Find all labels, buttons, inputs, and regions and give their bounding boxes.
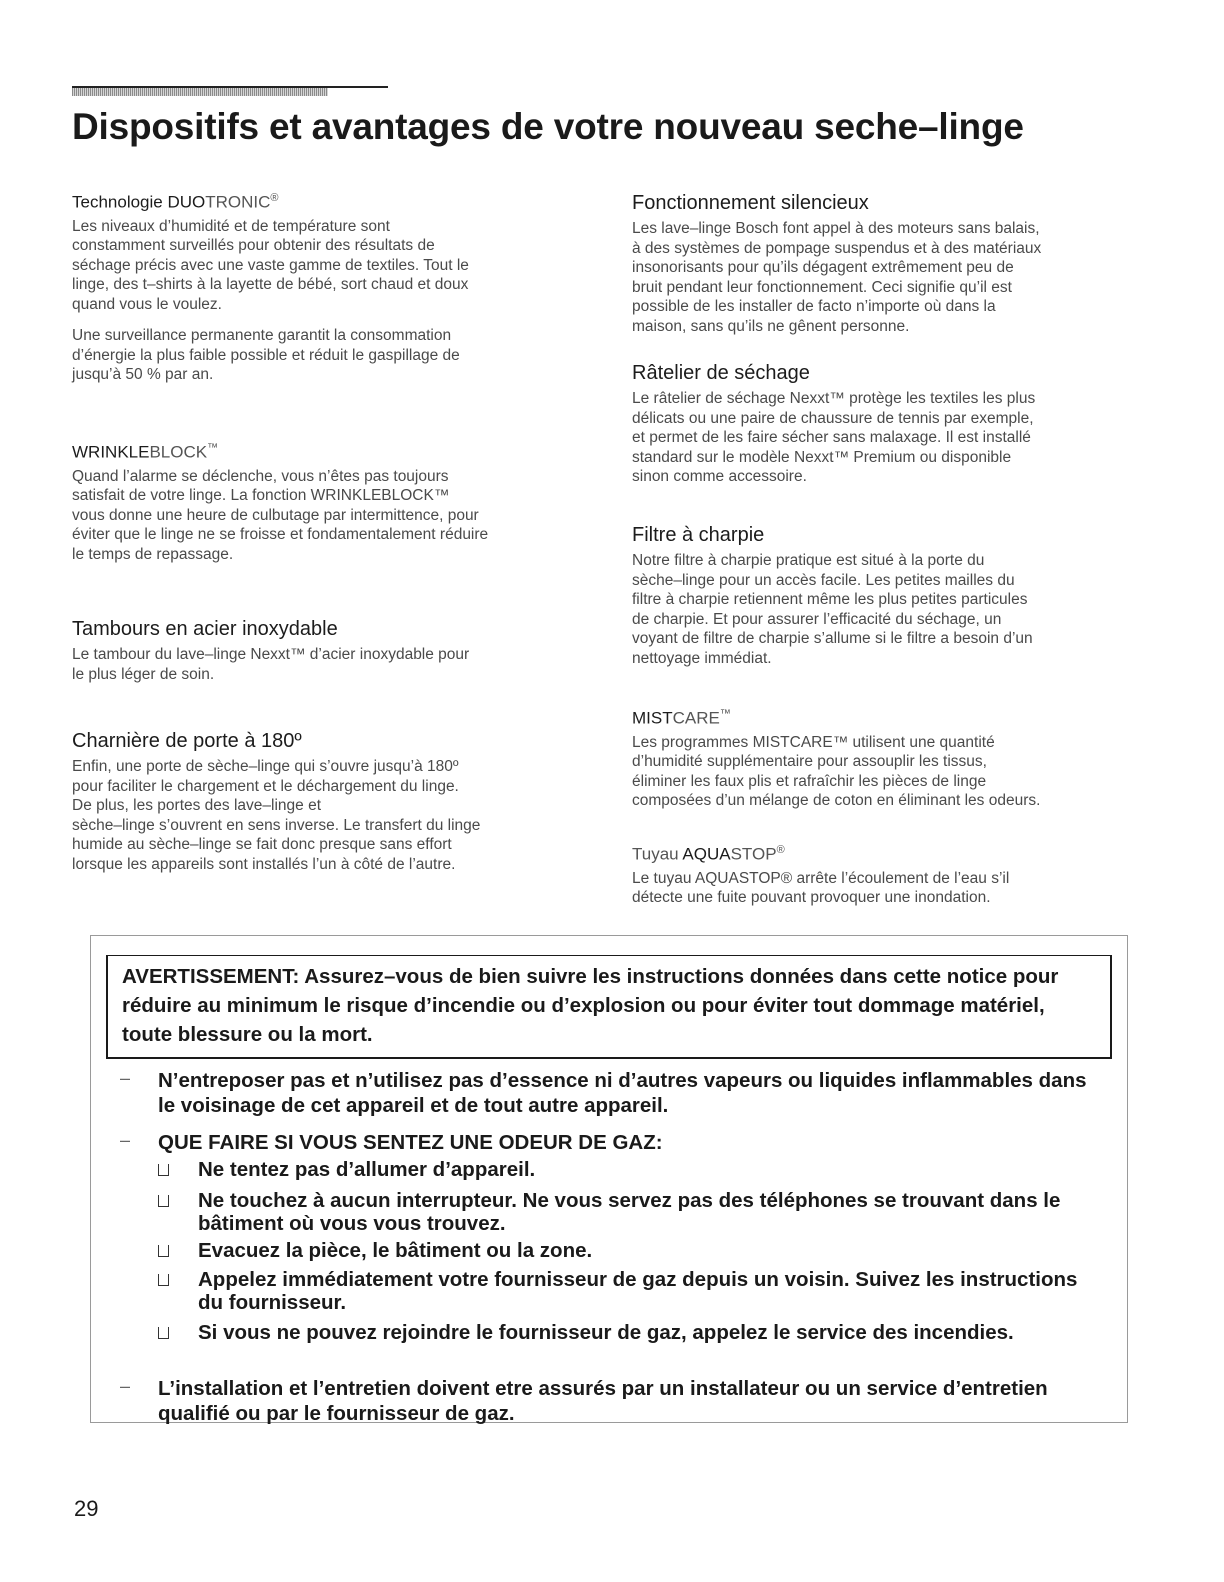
title-thin: STOP: [730, 844, 777, 864]
section-aquastop: [632, 844, 1152, 908]
section-title: [632, 844, 1152, 865]
checkbox-bullet-icon: [158, 1274, 169, 1286]
warning-item-text: N’entreposer pas et n’utilisez pas d’essence ni d’autres vapeurs ou liquides inflammables dans le voisinage de cet appareil et de tout autre appareil.: [158, 1069, 1087, 1117]
title-pre: Tuyau: [632, 844, 683, 864]
dash-bullet: –: [120, 1068, 131, 1088]
trademark: ™: [207, 442, 219, 454]
section-duotronic: [72, 192, 572, 385]
top-rule: [72, 86, 388, 96]
section-paragraph: Les niveaux d’humidité et de température sont constamment surveillés pour obtenir des résultats de séchage précis avec une vaste gamme de textiles. Tout le linge, des t–shirts à la layette de bébé, sort chaud et doux quand vous le voulez.: [72, 217, 469, 313]
title-bold: MIST: [632, 708, 673, 728]
section-door-hinge: [72, 730, 572, 874]
section-title: [632, 708, 1152, 729]
dash-bullet: –: [120, 1376, 131, 1396]
checkbox-bullet-icon: [158, 1164, 169, 1176]
section-wrinkleblock: [72, 442, 572, 564]
title-bold: WRINKLE: [72, 442, 150, 462]
section-title: Râtelier de séchage: [632, 362, 810, 384]
warning-text: AVERTISSEMENT: Assurez–vous de bien suivre les instructions données dans cette notice pour réduire au minimum le risque d’incendie ou d’explosion ou pour éviter tout dommage matériel, toute blessure ou la mort.: [122, 965, 1059, 1046]
registered-mark: ®: [776, 844, 785, 856]
section-stainless-drum: [72, 618, 572, 684]
title-thin: TRONIC: [205, 192, 271, 212]
section-silent-operation: [632, 192, 1152, 336]
dash-bullet: –: [120, 1130, 131, 1150]
section-title: Charnière de porte à 180º: [72, 730, 302, 752]
warning-item-text: QUE FAIRE SI VOUS SENTEZ UNE ODEUR DE GAZ:: [158, 1131, 663, 1154]
checkbox-bullet-icon: [158, 1245, 169, 1257]
warning-item-text: L’installation et l’entretien doivent etre assurés par un installateur ou un service d’entretien qualifié ou par le fournisseur de gaz.: [158, 1377, 1048, 1425]
section-title: Tambours en acier inoxydable: [72, 618, 338, 640]
warning-subitem-text: Ne touchez à aucun interrupteur. Ne vous servez pas des téléphones se trouvant dans le bâtiment où vous vous trouvez.: [198, 1189, 1061, 1235]
checkbox-bullet-icon: [158, 1195, 169, 1207]
section-lint-filter: [632, 524, 1152, 668]
title-bold: Technologie DUO: [72, 192, 206, 212]
page-title: Dispositifs et avantages de votre nouveau seche–linge: [72, 106, 1024, 147]
page-number: 29: [74, 1496, 99, 1521]
warning-subitem-text: Evacuez la pièce, le bâtiment ou la zone.: [198, 1239, 593, 1262]
warning-box: [106, 955, 1112, 1059]
warning-subitem-text: Appelez immédiatement votre fournisseur de gaz depuis un voisin. Suivez les instructions du fournisseur.: [198, 1268, 1078, 1314]
section-title: Fonctionnement silencieux: [632, 192, 869, 214]
section-paragraph: Une surveillance permanente garantit la consommation d’énergie la plus faible possible et réduit le gaspillage de jusqu’à 50 % par an.: [72, 327, 460, 384]
section-drying-rack: [632, 362, 1152, 487]
title-thin: BLOCK: [149, 442, 208, 462]
section-paragraph: Le râtelier de séchage Nexxt™ protège les textiles les plus délicats ou une paire de chaussure de tennis par exemple, et permet de les faire sécher sans malaxage. Il est installé standard sur le modèle Nexxt™ Premium ou disponible sinon comme accessoire.: [632, 390, 1036, 485]
checkbox-bullet-icon: [158, 1327, 169, 1339]
section-paragraph: Les programmes MISTCARE™ utilisent une quantité d’humidité supplémentaire pour assouplir les tissus, éliminer les faux plis et rafraîchir les pièces de linge composées d’un mélange de coton en éliminant les odeurs.: [632, 733, 1041, 810]
top-rule-line: [72, 86, 388, 88]
section-mistcare: [632, 708, 1152, 811]
title-thin: CARE: [672, 708, 720, 728]
section-paragraph: Enfin, une porte de sèche–linge qui s’ouvre jusqu’à 180º pour faciliter le chargement et le déchargement du linge. De plus, les portes des lave–linge et sèche–linge s’ouvrent en sens inverse. Le transfert du linge humide au sèche–linge se fait donc presque sans effort lorsque les appareils sont installés l’un à côté de l’autre.: [72, 758, 481, 873]
registered-mark: ®: [270, 192, 279, 204]
title-bold: AQUA: [682, 844, 731, 864]
warning-subitem-text: Si vous ne pouvez rejoindre le fournisseur de gaz, appelez le service des incendies.: [198, 1321, 1014, 1344]
warning-subitem-text: Ne tentez pas d’allumer d’appareil.: [198, 1158, 536, 1181]
section-title: [72, 442, 572, 463]
section-title: [72, 192, 572, 213]
section-paragraph: Le tuyau AQUASTOP® arrête l’écoulement de l’eau s’il détecte une fuite pouvant provoquer une inondation.: [632, 869, 1010, 907]
section-title: Filtre à charpie: [632, 524, 765, 546]
section-paragraph: Les lave–linge Bosch font appel à des moteurs sans balais, à des systèmes de pompage suspendus et à des matériaux insonorisants pour qu’ils dégagent extrêmement peu de bruit pendant leur fonctionnement. Ceci signifie qu’il est possible de les installer de facto n’importe où dans la maison, sans qu’ils ne gênent personne.: [632, 220, 1042, 335]
section-paragraph: Le tambour du lave–linge Nexxt™ d’acier inoxydable pour le plus léger de soin.: [72, 646, 470, 683]
section-paragraph: Quand l’alarme se déclenche, vous n’êtes pas toujours satisfait de votre linge. La fonction WRINKLEBLOCK™ vous donne une heure de culbutage par intermittence, pour éviter que le linge ne se froisse et fondamentalement réduire le temps de repassage.: [72, 467, 489, 563]
trademark: ™: [719, 708, 731, 720]
section-paragraph: Notre filtre à charpie pratique est situé à la porte du sèche–linge pour un accès facile. Les petites mailles du filtre à charpie retiennent même les plus petites particules de charpie. Et pour assurer l’efficacité du séchage, un voyant de filtre de charpie s’allume si le filtre a besoin d’un nettoyage immédiat.: [632, 552, 1033, 667]
